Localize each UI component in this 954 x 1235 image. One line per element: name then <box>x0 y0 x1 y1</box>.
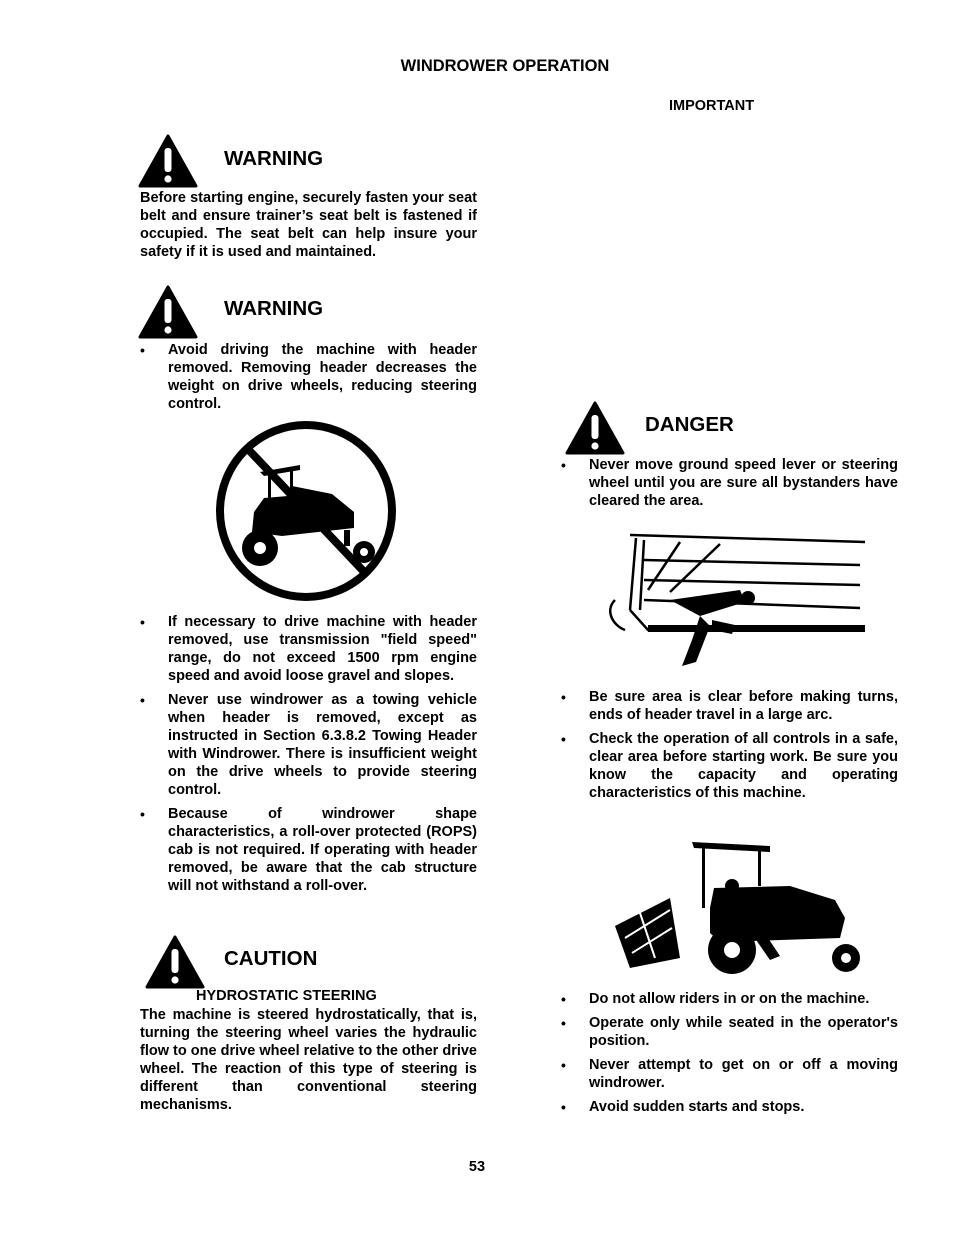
header-bystander-image <box>600 530 870 675</box>
list-item: • Check the operation of all controls in a safe, clear area before starting work. Be sure you know the capacity and operating characteristics of this machine. <box>561 730 898 802</box>
list-item: • Never use windrower as a towing vehicle when header is removed, except as instructed in Section 6.3.8.2 Towing Header with Windrower. There is insufficient weight on the drive wheels to provide steering control. <box>140 691 477 799</box>
no-driving-without-header-image <box>212 420 400 602</box>
list-item: • Because of windrower shape characteristics, a roll-over protected (ROPS) cab is not required. If operating with header removed, be aware that the cab structure will not withstand a roll-over. <box>140 805 477 895</box>
page-number: 53 <box>468 1159 486 1175</box>
list-item: • Be sure area is clear before making turns, ends of header travel in a large arc. <box>561 688 898 724</box>
warning-triangle-icon <box>138 285 198 339</box>
list-item: • Avoid driving the machine with header removed. Removing header decreases the weight on drive wheels, reducing steering control. <box>140 341 477 413</box>
list-item: • Never move ground speed lever or steering wheel until you are sure all bystanders have cleared the area. <box>561 456 898 510</box>
warning-triangle-icon <box>138 134 198 188</box>
list-item: • Never attempt to get on or off a moving windrower. <box>561 1056 898 1092</box>
seat-belt-warning-text: Before starting engine, securely fasten your seat belt and ensure trainer’s seat belt is fastened if occupied. The seat belt can help insure your safety if it is used and maintained. <box>140 190 477 260</box>
list-item: • Operate only while seated in the operator's position. <box>561 1014 898 1050</box>
danger-triangle-icon <box>565 401 625 455</box>
list-item: • If necessary to drive machine with header removed, use transmission "field speed" range, do not exceed 1500 rpm engine speed and avoid loose gravel and slopes. <box>140 613 477 685</box>
caution-heading: CAUTION <box>224 947 318 970</box>
danger-heading: DANGER <box>645 413 734 436</box>
warning-heading: WARNING <box>224 297 324 320</box>
windrower-rider-image <box>610 838 872 978</box>
important-label: IMPORTANT <box>669 98 755 114</box>
section-subheading: HYDROSTATIC STEERING <box>196 988 377 1004</box>
warning-heading: WARNING <box>224 147 324 170</box>
list-item: • Avoid sudden starts and stops. <box>561 1098 898 1116</box>
list-item: • Do not allow riders in or on the machine. <box>561 990 898 1008</box>
caution-triangle-icon <box>145 935 205 989</box>
hydrostatic-steering-text: The machine is steered hydrostatically, that is, turning the steering wheel varies the hydraulic flow to one drive wheel relative to the other drive wheel. The reaction of this type of steering is different than conventional steering mechanisms. <box>140 1007 477 1113</box>
page-title: WINDROWER OPERATION <box>400 57 610 75</box>
